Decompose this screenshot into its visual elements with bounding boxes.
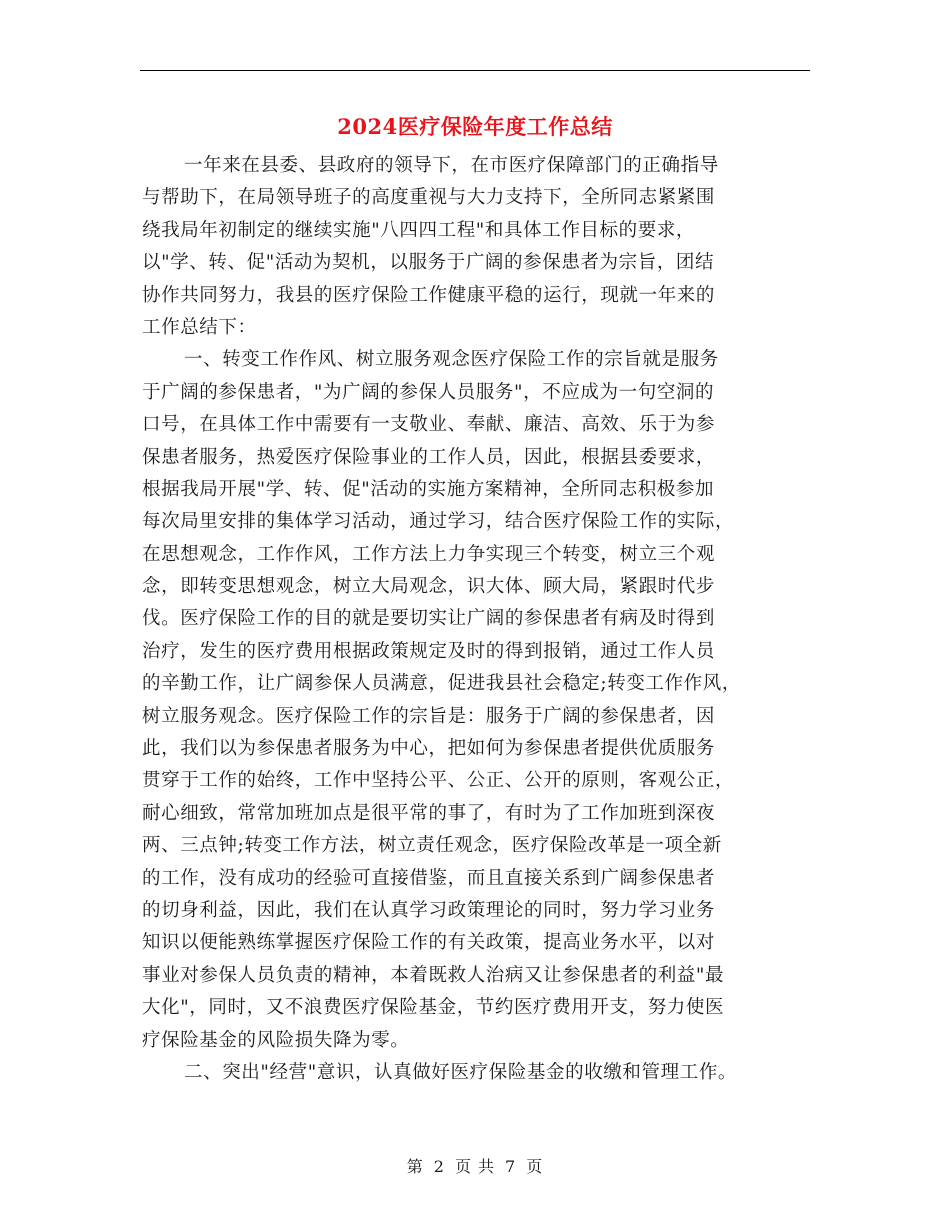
body-line: 贯穿于工作的始终，工作中坚持公平、公正、公开的原则，客观公正， bbox=[142, 770, 735, 792]
body-line: 一、转变工作作风、树立服务观念医疗保险工作的宗旨就是服务 bbox=[184, 349, 719, 371]
body-line: 伐。医疗保险工作的目的就是要切实让广阔的参保患者有病及时得到 bbox=[142, 608, 716, 630]
body-line: 的辛勤工作，让广阔参保人员满意，促进我县社会稳定;转变工作作风， bbox=[142, 673, 741, 695]
body-line: 根据我局开展"学、转、促"活动的实施方案精神，全所同志积极参加 bbox=[142, 478, 715, 500]
body-line: 耐心细致，常常加班加点是很平常的事了，有时为了工作加班到深夜 bbox=[142, 802, 716, 824]
body-line: 绕我局年初制定的继续实施"八四四工程"和具体工作目标的要求， bbox=[142, 219, 696, 241]
footer-middle: 页 共 bbox=[454, 1157, 496, 1176]
body-line: 此，我们以为参保患者服务为中心，把如何为参保患者提供优质服务 bbox=[142, 738, 716, 760]
body-line: 的切身利益，因此，我们在认真学习政策理论的同时，努力学习业务 bbox=[142, 899, 716, 921]
body-line: 念，即转变思想观念，树立大局观念，识大体、顾大局，紧跟时代步 bbox=[142, 576, 716, 598]
body-line: 事业对参保人员负责的精神，本着既救人治病又让参保患者的利益"最 bbox=[142, 964, 725, 986]
body-line: 每次局里安排的集体学习活动，通过学习，结合医疗保险工作的实际， bbox=[142, 511, 735, 533]
body-line: 口号，在具体工作中需要有一支敬业、奉献、廉洁、高效、乐于为参 bbox=[142, 414, 716, 436]
body-line: 以"学、转、促"活动为契机，以服务于广阔的参保患者为宗旨，团结 bbox=[142, 252, 715, 274]
body-line: 疗保险基金的风险损失降为零。 bbox=[142, 1029, 410, 1051]
body-line: 在思想观念，工作作风，工作方法上力争实现三个转变，树立三个观 bbox=[142, 543, 716, 565]
footer-total-pages: 7 bbox=[505, 1157, 517, 1176]
footer-prefix: 第 bbox=[406, 1157, 424, 1176]
body-line: 一年来在县委、县政府的领导下，在市医疗保障部门的正确指导 bbox=[184, 155, 719, 176]
body-line: 知识以便能熟练掌握医疗保险工作的有关政策，提高业务水平，以对 bbox=[142, 932, 716, 954]
header-rule bbox=[140, 70, 810, 71]
body-line: 工作总结下： bbox=[142, 316, 257, 338]
body-line: 保患者服务，热爱医疗保险事业的工作人员，因此，根据县委要求， bbox=[142, 446, 716, 468]
body-line: 两、三点钟;转变工作方法，树立责任观念，医疗保险改革是一项全新 bbox=[142, 835, 722, 857]
body-line: 的工作，没有成功的经验可直接借鉴，而且直接关系到广阔参保患者 bbox=[142, 867, 716, 889]
body-line: 树立服务观念。医疗保险工作的宗旨是：服务于广阔的参保患者，因 bbox=[142, 705, 716, 727]
body-line: 二、突出"经营"意识，认真做好医疗保险基金的收缴和管理工作。 bbox=[184, 1061, 738, 1083]
footer-current-page: 2 bbox=[433, 1157, 445, 1176]
body-line: 协作共同努力，我县的医疗保险工作健康平稳的运行，现就一年来的 bbox=[142, 284, 716, 306]
body-line: 与帮助下，在局领导班子的高度重视与大力支持下，全所同志紧紧围 bbox=[142, 187, 716, 209]
document-body bbox=[142, 150, 810, 1089]
document-title: 2024医疗保险年度工作总结 bbox=[337, 114, 613, 139]
footer-suffix: 页 bbox=[526, 1157, 544, 1176]
body-line: 于广阔的参保患者，"为广阔的参保人员服务"，不应成为一句空洞的 bbox=[142, 381, 715, 403]
page-footer bbox=[0, 1154, 950, 1177]
body-line: 治疗，发生的医疗费用根据政策规定及时的得到报销，通过工作人员 bbox=[142, 640, 716, 662]
body-line: 大化"，同时，又不浪费医疗保险基金，节约医疗费用开支，努力使医 bbox=[142, 997, 725, 1019]
